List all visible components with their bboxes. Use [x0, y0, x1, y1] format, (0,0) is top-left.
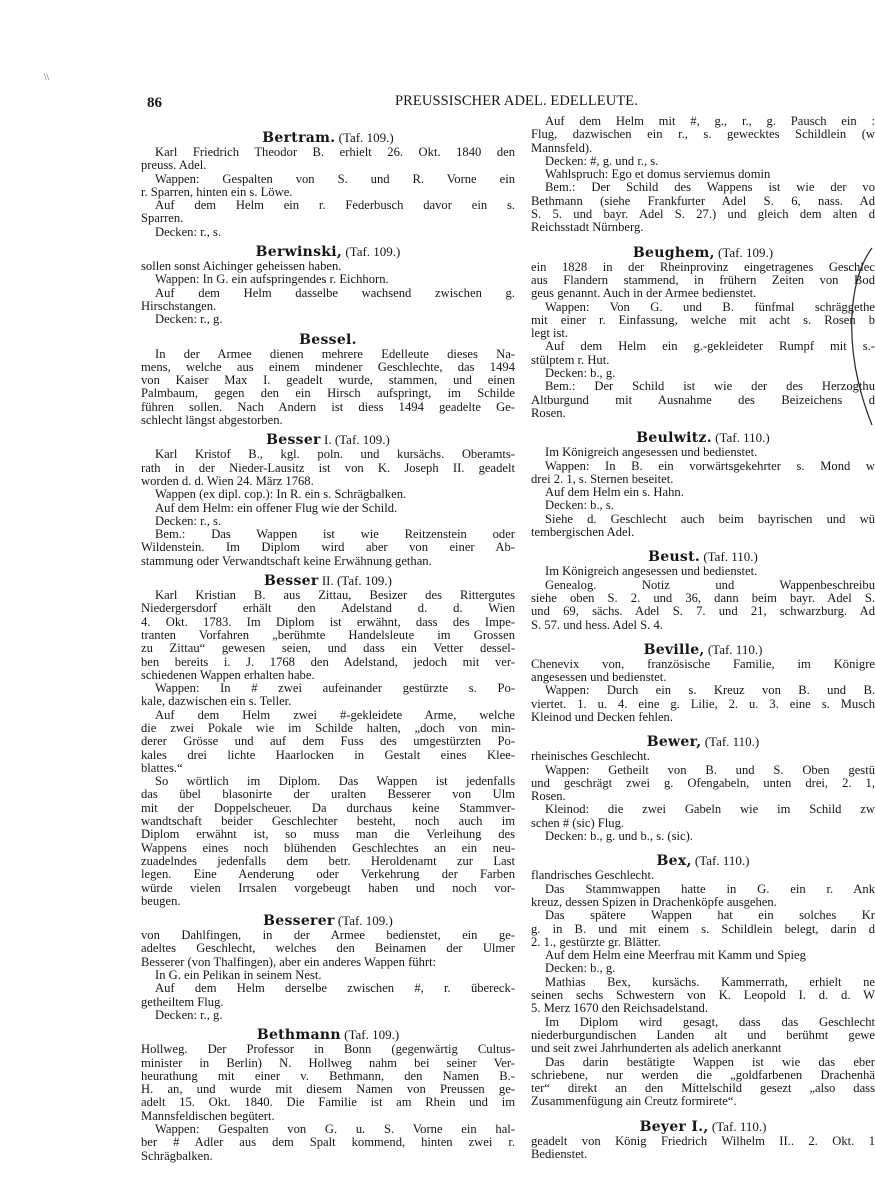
text-line: Kleinod und Decken fehlen. [531, 710, 673, 724]
text-line: Kleinod: die zwei Gabeln wie im Schild zw [545, 803, 875, 817]
text-line: Bedienstet. [531, 1148, 588, 1161]
text-line: Im Königreich angesessen und bedienstet. [545, 565, 758, 579]
text-line: und geschrägt zwei g. Ofengabeln, unten drei, 2. 1, [531, 776, 875, 790]
text-line: ein 1828 in der Rheinprovinz eingetragenes Geschlec [531, 260, 875, 274]
paragraph [141, 1043, 515, 1123]
text-line: 4. Okt. 1783. Im Diplom ist erwähnt, dass des Impe- [141, 615, 515, 629]
paragraph [141, 528, 515, 568]
text-line: blattes.“ [141, 761, 183, 775]
text-line: schen # (sic) Flug. [531, 816, 625, 830]
paragraph [141, 488, 515, 501]
text-line: schriebene, nur werden die „goldfarbenen Drachenhä [531, 1068, 875, 1082]
text-line: Decken: b., g. [545, 962, 616, 976]
entry-name: Bex, [656, 853, 692, 870]
text-line: Decken: r., g. [155, 1008, 223, 1022]
text-line: Wappens eines noch blühenden Geschlechtes an ein neu- [141, 841, 515, 855]
text-line: Karl Kristof B., kgl. poln. und kursächs. Oberamts- [155, 448, 515, 462]
text-line: S. 5. und bayr. Adel S. 27.) und gleich dem alten d [531, 208, 875, 222]
text-line: Decken: b., s. [545, 499, 614, 513]
text-line: Decken: #, g. und r., s. [545, 154, 659, 168]
text-line: Wildenstein. Im Diplom wird aber von einer Ab- [141, 541, 515, 555]
text-line: kreuz, dessen Spizen in Drachenköpfe ausgehen. [531, 895, 777, 909]
text-line: von Dahlfingen, in der Armee bedienstet, ein ge- [141, 929, 515, 943]
text-line: kale, dazwischen ein s. Teller. [141, 695, 292, 709]
text-line: Bem.: Der Schild des Wappens ist wie der vo [545, 181, 875, 195]
plate-reference: I. (Taf. 109.) [320, 432, 390, 448]
text-line: Decken: b., g. [545, 367, 616, 381]
text-line: Wappen: In G. ein aufspringendes r. Eichhorn. [155, 273, 389, 287]
plate-reference: (Taf. 109.) [340, 1027, 400, 1043]
plate-reference: (Taf. 110.) [691, 853, 750, 869]
paragraph [141, 173, 515, 200]
entry-name: Beulwitz. [636, 430, 712, 447]
text-line: Reichsstadt Nürnberg. [531, 221, 644, 235]
text-line: wandtschaft beider Geschlechter besteht, noch auch im [141, 815, 515, 829]
entry-name: Beville, [643, 641, 705, 658]
text-line: Zusammenfügung ain Creutz formirete“. [531, 1095, 737, 1109]
text-line: Decken: r., s. [155, 225, 222, 239]
text-line: Wappen: Durch ein s. Kreuz von B. und B. [545, 684, 875, 698]
entry-heading [531, 641, 875, 658]
text-line: rheinisches Geschlecht. [531, 750, 650, 764]
text-line: Karl Friedrich Theodor B. erhielt 26. Okt. 1840 den [155, 146, 515, 159]
text-line: Wappen: In # zwei aufeinander gestürzte s. Po- [155, 682, 515, 696]
text-line: Decken: r., g. [155, 313, 223, 327]
text-line: getheiltem Flug. [141, 995, 224, 1009]
running-title: PREUSSISCHER ADEL. EDELLEUTE. [395, 93, 638, 109]
text-line: S. 57. und hess. Adel S. 4. [531, 618, 663, 632]
text-line: Das Stammwappen hatte in G. ein r. Ank [545, 882, 875, 896]
paragraph [531, 883, 875, 910]
text-line: Chenevix von, französische Familie, im Königre [531, 657, 875, 671]
text-line: die zwei Pokale wie im Schilde halten, „doch von min- [141, 721, 515, 735]
paragraph [531, 1056, 875, 1109]
paragraph [141, 199, 515, 226]
plate-reference: (Taf. 109.) [342, 244, 401, 260]
text-line: Sparren. [141, 212, 184, 226]
text-line: geadelt von König Friedrich Wilhelm II.. 2. Okt. 1 [531, 1134, 875, 1148]
paragraph [141, 1123, 515, 1163]
paragraph [531, 460, 875, 487]
entry-name: Besser [263, 573, 319, 590]
paragraph [531, 684, 875, 724]
entry-heading [531, 1118, 875, 1135]
paragraph [531, 513, 875, 540]
paragraph [141, 448, 515, 488]
entry-heading [531, 733, 875, 750]
entry-heading [531, 852, 875, 869]
plate-reference: (Taf. 110.) [711, 430, 770, 446]
text-line: stammung oder Verwandtschaft keine Erwähnung gethan. [141, 554, 432, 568]
entry-heading [141, 912, 515, 929]
text-line: legen. Eine Aenderung oder Verkehrung der Farben [141, 868, 515, 882]
text-line: schlecht längst abgestorben. [141, 414, 283, 428]
text-line: 2. 1., gestürzte gr. Blätter. [531, 935, 661, 949]
text-line: und seit zwei Jahrhunderten als adelich anerkannt [531, 1042, 782, 1056]
text-line: sollen sonst Aichinger geheissen haben. [141, 260, 342, 274]
text-line: Siehe d. Geschlecht auch beim bayrischen und wü [545, 512, 875, 526]
text-line: 5. Merz 1670 den Reichsadelstand. [531, 1002, 708, 1016]
text-line: Flug, dazwischen ein r., s. gewecktes Schildlein (w [531, 128, 875, 142]
paragraph [141, 682, 515, 709]
plate-reference: (Taf. 110.) [708, 1118, 767, 1134]
paragraph [531, 1016, 875, 1056]
paragraph [141, 502, 515, 515]
text-line: Im Königreich angesessen und bedienstet. [545, 446, 758, 460]
paragraph [141, 775, 515, 908]
entry-heading [531, 429, 875, 446]
entry-heading [141, 572, 515, 589]
text-line: Auf dem Helm ein g.-gekleideter Rumpf mit s.- [545, 340, 875, 354]
text-line: tranten Vorfahren „berühmte Handelsleute im Grossen [141, 628, 515, 642]
paragraph [531, 658, 875, 685]
text-line: Mannsfeld). [531, 141, 593, 155]
text-line: In der Armee dienen mehrere Edelleute dieses Na- [155, 347, 515, 361]
text-line: flandrisches Geschlecht. [531, 869, 655, 883]
plate-reference: II. (Taf. 109.) [318, 573, 393, 589]
text-line: ter“ direkt an den Mittelschild gesezt „also dass [531, 1082, 875, 1096]
entry-name: Bewer, [646, 734, 702, 751]
paragraph [141, 929, 515, 969]
paragraph [141, 515, 515, 528]
text-line: Mathias Bex, kursächs. Kammerrath, erhielt ne [545, 975, 875, 989]
text-line: Auf dem Helm ein s. Hahn. [545, 486, 684, 500]
paragraph [141, 982, 515, 1009]
text-line: tembergischen Adel. [531, 526, 635, 540]
text-line: In G. ein Pelikan in seinem Nest. [155, 969, 322, 983]
text-line: Auf dem Helm mit #, g., r., g. Pausch ein : [545, 115, 875, 128]
entry-name: Besserer [263, 913, 335, 930]
text-line: Wappen: Getheilt von B. und S. Oben gestü [545, 763, 875, 777]
text-line: schiedenen Wappen erhalten habe. [141, 668, 315, 682]
text-line: Das darin bestätigte Wappen ist wie das eber [545, 1055, 875, 1069]
text-line: Wappen: Von G. und B. fünfmal schräggethe [545, 300, 875, 314]
entry-heading [141, 1026, 515, 1043]
page-number: 86 [147, 95, 162, 111]
text-line: geus genannt. Auch in der Armee bedienstet. [531, 287, 757, 301]
paragraph [141, 287, 515, 314]
text-line: adeltes Geschlecht, welches den Beinamen der Ulmer [141, 942, 515, 956]
text-line: Genealog. Notiz und Wappenbeschreibu [545, 578, 875, 592]
text-line: niederburgundischen Landen alt und berühmt gewe [531, 1028, 875, 1042]
text-line: Bem.: Das Wappen ist wie Reitzenstein oder [155, 528, 515, 542]
text-line: kales drei lichte Haarlocken in Gestalt eines Klee- [141, 748, 515, 762]
text-line: beugen. [141, 894, 181, 908]
text-line: von Kaiser Max I. geadelt wurde, stammen, und einen [141, 374, 515, 388]
paragraph [531, 1135, 875, 1162]
paragraph [531, 168, 875, 181]
text-line: Diplom erwähnt ist, so muss man die Verleihung des [141, 828, 515, 842]
text-line: g. in B. und mit einem s. Schildlein belegt, darin d [531, 922, 875, 936]
text-line: Besserer (von Thalfingen), aber ein anderes Wappen führt: [141, 955, 437, 969]
paragraph [531, 869, 875, 882]
plate-reference: (Taf. 110.) [704, 641, 763, 657]
text-line: Decken: r., s. [155, 514, 222, 528]
text-line: zuadelndes jedenfalls dem betr. Heroldenamt zur Last [141, 854, 515, 868]
paragraph [531, 446, 875, 459]
text-line: und 69, sächs. Adel S. 7. und 21, schwarzburg. Ad [531, 605, 875, 619]
text-line: ben bereits i. J. 1768 den Adelstand, jedoch mit ver- [141, 655, 515, 669]
paragraph [141, 348, 515, 428]
entry-heading [141, 431, 515, 448]
text-line: würde vielen Irrsalen vorgebeugt haben und noch vor- [141, 881, 515, 895]
text-line: Rosen. [531, 790, 566, 804]
paragraph [141, 709, 515, 775]
text-line: Altburgund mit Ausnahme des Beizeichens d [531, 393, 875, 407]
text-line: Hirschstangen. [141, 299, 217, 313]
text-line: Wappen: Gespalten von G. u. S. Vorne ein hal- [155, 1123, 515, 1136]
text-line: Auf dem Helm eine Meerfrau mit Kamm und Spieg [545, 949, 806, 963]
paragraph [531, 764, 875, 804]
paragraph [531, 962, 875, 975]
text-line: adelt 15. Okt. 1840. Die Familie ist am Rhein und im [141, 1096, 515, 1110]
entry-heading [531, 548, 875, 565]
plate-reference: (Taf. 110.) [701, 734, 760, 750]
text-line: Hollweg. Der Professor in Bonn (gegenwärtig Cultus- [141, 1043, 515, 1057]
paragraph [141, 1009, 515, 1022]
entry-name: Bertram. [262, 130, 336, 146]
text-line: preuss. Adel. [141, 159, 207, 173]
text-line: angesessen und bedienstet. [531, 671, 667, 685]
text-line: heurathung mit einer v. Bethmann, den Namen B.- [141, 1069, 515, 1083]
paragraph [531, 949, 875, 962]
text-line: mit einer r. Einfassung, welche mit acht s. Rosen b [531, 313, 875, 327]
text-line: aus Flandern stammend, in frühern Zeiten von Bod [531, 273, 875, 287]
text-line: Wahlspruch: Ego et domus serviemus domin [545, 168, 771, 182]
text-line: H. an, und wurde mit diesem Namen von Preussen ge- [141, 1083, 515, 1097]
text-line: Auf dem Helm dasselbe wachsend zwischen g. [155, 286, 515, 300]
text-line: Auf dem Helm derselbe zwischen #, r. übereck- [155, 982, 515, 996]
text-line: das übel blasonirte der uralten Besserer von Ulm [141, 788, 515, 802]
text-line: Das spätere Wappen hat ein solches Kr [545, 909, 875, 923]
paragraph [531, 486, 875, 499]
plate-reference: (Taf. 109.) [334, 913, 393, 929]
text-line: So wörtlich im Diplom. Das Wappen ist jedenfalls [155, 775, 515, 789]
text-line: mit der Doppelscheuer. Da durchaus keine Stammver- [141, 801, 515, 815]
paragraph [141, 226, 515, 239]
plate-reference: (Taf. 109.) [335, 130, 394, 145]
paragraph [141, 969, 515, 982]
paragraph [141, 273, 515, 286]
scan-mark: \\ [44, 72, 50, 82]
paragraph [531, 803, 875, 830]
text-line: ber # Adler aus dem Spalt kommend, hinten zwei r. [141, 1136, 515, 1150]
paragraph [531, 830, 875, 843]
text-line: Bem.: Der Schild ist wie der des Herzogthu [545, 380, 875, 394]
text-line: mens, welche aus einem mindener Geschlechte, das 1494 [141, 360, 515, 374]
text-line: legt ist. [531, 327, 569, 341]
paragraph [531, 115, 875, 155]
paragraph [531, 976, 875, 1016]
text-line: r. Sparren, hinten ein s. Löwe. [141, 185, 293, 199]
entry-name: Bessel. [299, 331, 357, 348]
text-line: Auf dem Helm: ein offener Flug wie der Schild. [155, 501, 398, 515]
plate-reference: (Taf. 110.) [700, 549, 758, 565]
entry-name: Besser [266, 432, 321, 449]
entry-name: Beyer I., [639, 1118, 709, 1135]
text-line: Decken: b., g. und b., s. (sic). [545, 830, 693, 844]
paragraph [531, 155, 875, 168]
paragraph [531, 750, 875, 763]
text-line: viertet. 1. u. 4. eine g. Lilie, 2. u. 3. eine s. Musch [531, 697, 875, 711]
plate-reference: (Taf. 109.) [714, 244, 774, 260]
text-line: Im Diplom wird gesagt, dass das Geschlecht [545, 1015, 875, 1029]
text-line: führen sollen. Nach Andern ist diess 1494 geadelte Ge- [141, 400, 515, 414]
paragraph [141, 589, 515, 682]
paragraph [531, 499, 875, 512]
text-line: Wappen (ex dipl. cop.): In R. ein s. Schrägbalken. [155, 488, 407, 502]
text-line: Auf dem Helm ein r. Federbusch davor ein s. [155, 199, 515, 213]
entry-name: Bethmann [256, 1027, 341, 1044]
text-line: derer Grösse und auf dem Fuss des umgestürzten Po- [141, 735, 515, 749]
entry-name: Beughem, [632, 244, 715, 261]
text-line: Mannsfeldischen begütert. [141, 1109, 275, 1123]
entry-name: Berwinski, [255, 244, 343, 261]
paragraph [141, 260, 515, 273]
paragraph [531, 909, 875, 949]
text-line: Schrägbalken. [141, 1149, 213, 1163]
text-line: Rosen. [531, 406, 566, 420]
text-line: siehe oben S. 2. und 36, dann beim bayr. Adel S. [531, 591, 875, 605]
entry-heading [141, 129, 515, 146]
text-line: drei 2. 1, s. Sternen beseitet. [531, 472, 674, 486]
text-line: seinen sechs Schwestern von K. Leopold I. d. d. W [531, 989, 875, 1003]
text-line: Bethmann (siehe Frankfurter Adel S. 6, nass. Ad [531, 194, 875, 208]
text-line: stülptem r. Hut. [531, 353, 610, 367]
pen-mark-arc [820, 240, 875, 430]
paragraph [531, 579, 875, 632]
text-line: Auf dem Helm zwei #-gekleidete Arme, welche [155, 708, 515, 722]
text-line: Palmbaum, gegen den ein Hirsch aufspringt, im Schilde [141, 387, 515, 401]
text-line: worden d. d. Wien 24. März 1768. [141, 474, 314, 488]
text-line: minister in Berlin) N. Hollweg nahm bei seiner Ver- [141, 1056, 515, 1070]
entry-name: Beust. [648, 549, 701, 566]
text-line: Wappen: Gespalten von S. und R. Vorne ein [155, 172, 515, 186]
text-line: Niedergersdorf erhält den Adelstand d. d. Wien [141, 602, 515, 616]
entry-heading [141, 243, 515, 260]
text-line: Karl Kristian B. aus Zittau, Besizer des Rittergutes [155, 589, 515, 603]
text-line: rath in der Nieder-Lausitz ist von K. Joseph II. geadelt [141, 461, 515, 475]
paragraph [141, 146, 515, 173]
paragraph [531, 565, 875, 578]
text-line: Wappen: In B. ein vorwärtsgekehrter s. Mond w [545, 459, 875, 473]
paragraph [531, 181, 875, 234]
text-line: zu Zittau“ gewesen seien, und dass ein Vetter dessel- [141, 642, 515, 656]
entry-heading [141, 331, 515, 348]
left-column [141, 125, 515, 1163]
paragraph [141, 313, 515, 326]
